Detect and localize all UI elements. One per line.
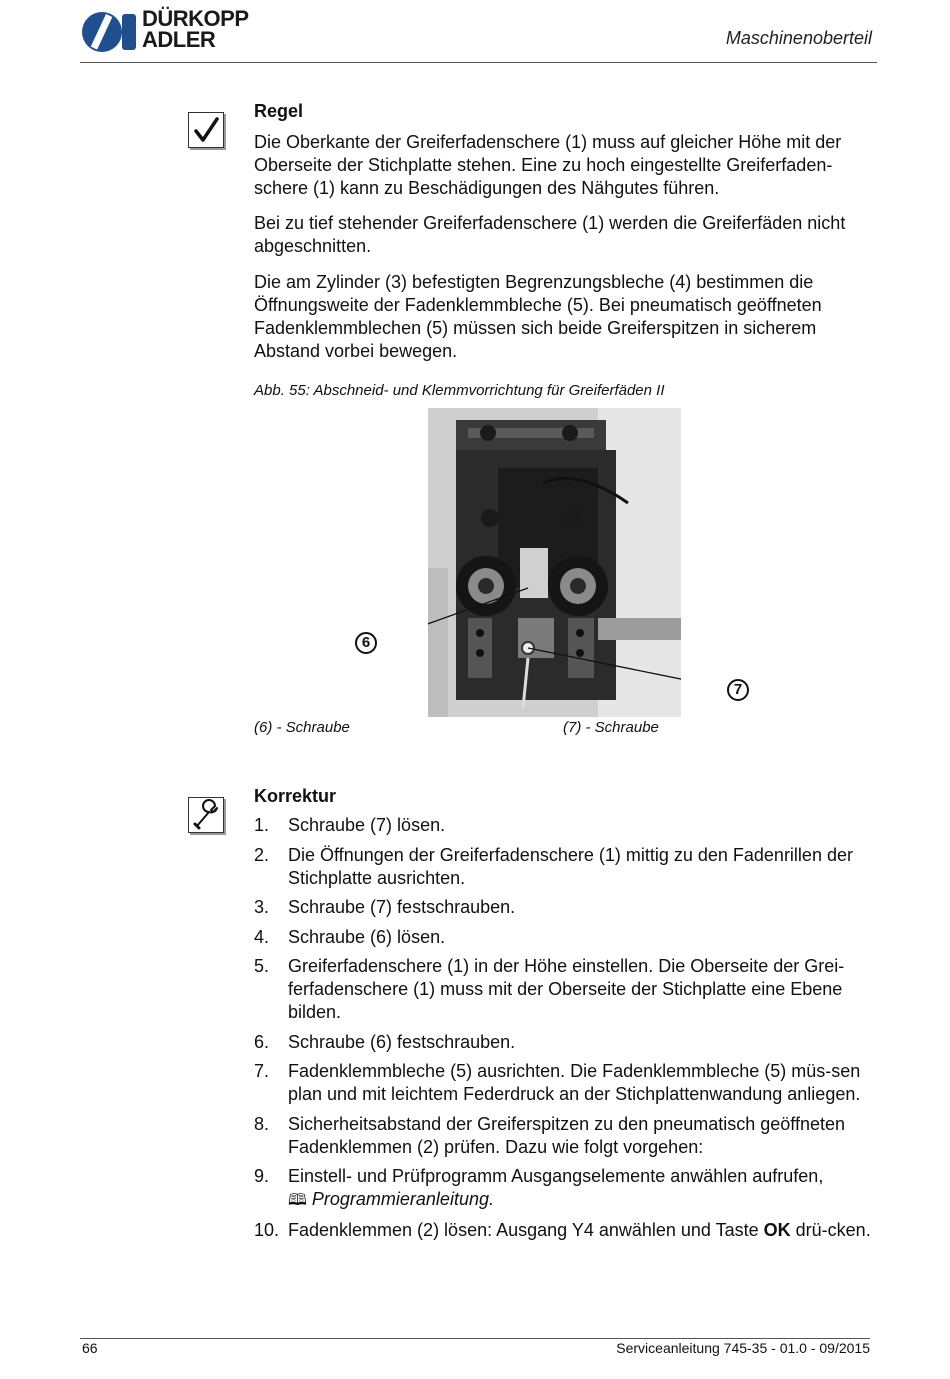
list-item [254, 844, 874, 890]
list-item [254, 955, 874, 1024]
section-title: Maschinenoberteil [725, 28, 872, 48]
callout-6 [354, 631, 378, 655]
step-text: Schraube (7) lösen. [288, 815, 446, 835]
list-item [254, 1031, 874, 1054]
step-number: 8. [254, 1113, 270, 1134]
step-number: 10. [254, 1219, 280, 1240]
page-number: 66 [82, 1340, 98, 1356]
list-item [254, 926, 874, 949]
figure-caption: Abb. 55: Abschneid- und Klemmvorrichtung für Greiferfäden II [254, 382, 665, 399]
document-reference: Serviceanleitung 745-35 - 01.0 - 09/2015 [616, 1340, 870, 1356]
regel-paragraph-3: Die am Zylinder (3) befestigten Begrenzungsbleche (4) bestimmen die Öffnungsweite der Fadenklemmbleche (5). Bei pneumatisch geöffneten Fadenklemmblechen (5) müssen sich beide Greiferspitzen in sicherem Abstand vorbei bewegen. [254, 272, 822, 361]
callout-7 [726, 678, 750, 702]
list-item [254, 1165, 874, 1212]
footer-rule [80, 1338, 870, 1339]
list-item [254, 896, 874, 919]
step-number: 1. [254, 815, 270, 835]
callout-7-label: 7 [733, 681, 743, 698]
list-item [254, 1060, 874, 1106]
regel-paragraph-1: Die Oberkante der Greiferfadenschere (1) muss auf gleicher Höhe mit der Oberseite der Stichplatte stehen. Eine zu hoch eingestellte Greiferfaden-schere (1) kann zu Beschädigungen des Nähgutes führen. [254, 132, 842, 198]
step-text: Schraube (7) festschrauben. [288, 897, 516, 917]
book-icon: 🕮 [288, 1192, 307, 1209]
step-text: Schraube (6) festschrauben. [288, 1031, 516, 1052]
step-number: 6. [254, 1031, 270, 1052]
step-text: Sicherheitsabstand der Greiferspitzen zu den pneumatisch geöffneten Fadenklemmen (2) prüfen. Dazu wie folgt vorgehen: [288, 1113, 846, 1157]
step-text: Greiferfadenschere (1) in der Höhe einstellen. Die Oberseite der Grei-ferfadenschere (1) muss mit der Oberseite der Stichplatte eine Ebene bilden. [288, 956, 845, 1022]
list-item [254, 814, 874, 837]
step-text: Fadenklemmen (2) lösen: Ausgang Y4 anwählen und Taste [288, 1219, 764, 1240]
step-text: Einstell- und Prüfprogramm Ausgangselemente anwählen aufrufen, [288, 1166, 824, 1186]
step-number: 3. [254, 897, 270, 917]
brand-name [142, 8, 249, 50]
step-number: 9. [254, 1166, 270, 1186]
list-item [254, 1113, 874, 1159]
callout-6-label: 6 [361, 634, 371, 651]
brand-mark-icon [80, 8, 140, 56]
korrektur-steps [254, 814, 874, 1248]
regel-paragraph-2: Bei zu tief stehender Greiferfadenschere (1) werden die Greiferfäden nicht abgeschnitten. [254, 213, 846, 256]
regel-heading: Regel [254, 101, 304, 121]
legend-6: (6) - Schraube [254, 719, 350, 736]
legend-7: (7) - Schraube [563, 719, 659, 736]
step-number: 2. [254, 844, 270, 865]
step-number: 5. [254, 956, 270, 976]
key-label: OK [763, 1219, 791, 1240]
step-number: 4. [254, 926, 270, 947]
step-text: Die Öffnungen der Greiferfadenschere (1) mittig zu den Fadenrillen der Stichplatte ausrichten. [288, 844, 853, 888]
header-rule [80, 62, 877, 63]
step-text-tail: drü-cken. [790, 1219, 871, 1240]
brand-line-1: DÜRKOPP [142, 6, 249, 31]
reference-link: Programmieranleitung. [311, 1189, 494, 1209]
checkmark-icon [188, 112, 224, 148]
korrektur-heading: Korrektur [254, 786, 337, 806]
step-number: 7. [254, 1061, 270, 1081]
step-text: Fadenklemmbleche (5) ausrichten. Die Fadenklemmbleche (5) müs-sen plan und mit leichtem Federdruck an der Stichplattenwandung anliegen. [288, 1061, 861, 1104]
list-item [254, 1219, 874, 1242]
brand-line-2: ADLER [142, 27, 216, 52]
step-text: Schraube (6) lösen. [288, 926, 446, 947]
wrench-icon [188, 797, 224, 833]
machine-photo [428, 408, 681, 717]
